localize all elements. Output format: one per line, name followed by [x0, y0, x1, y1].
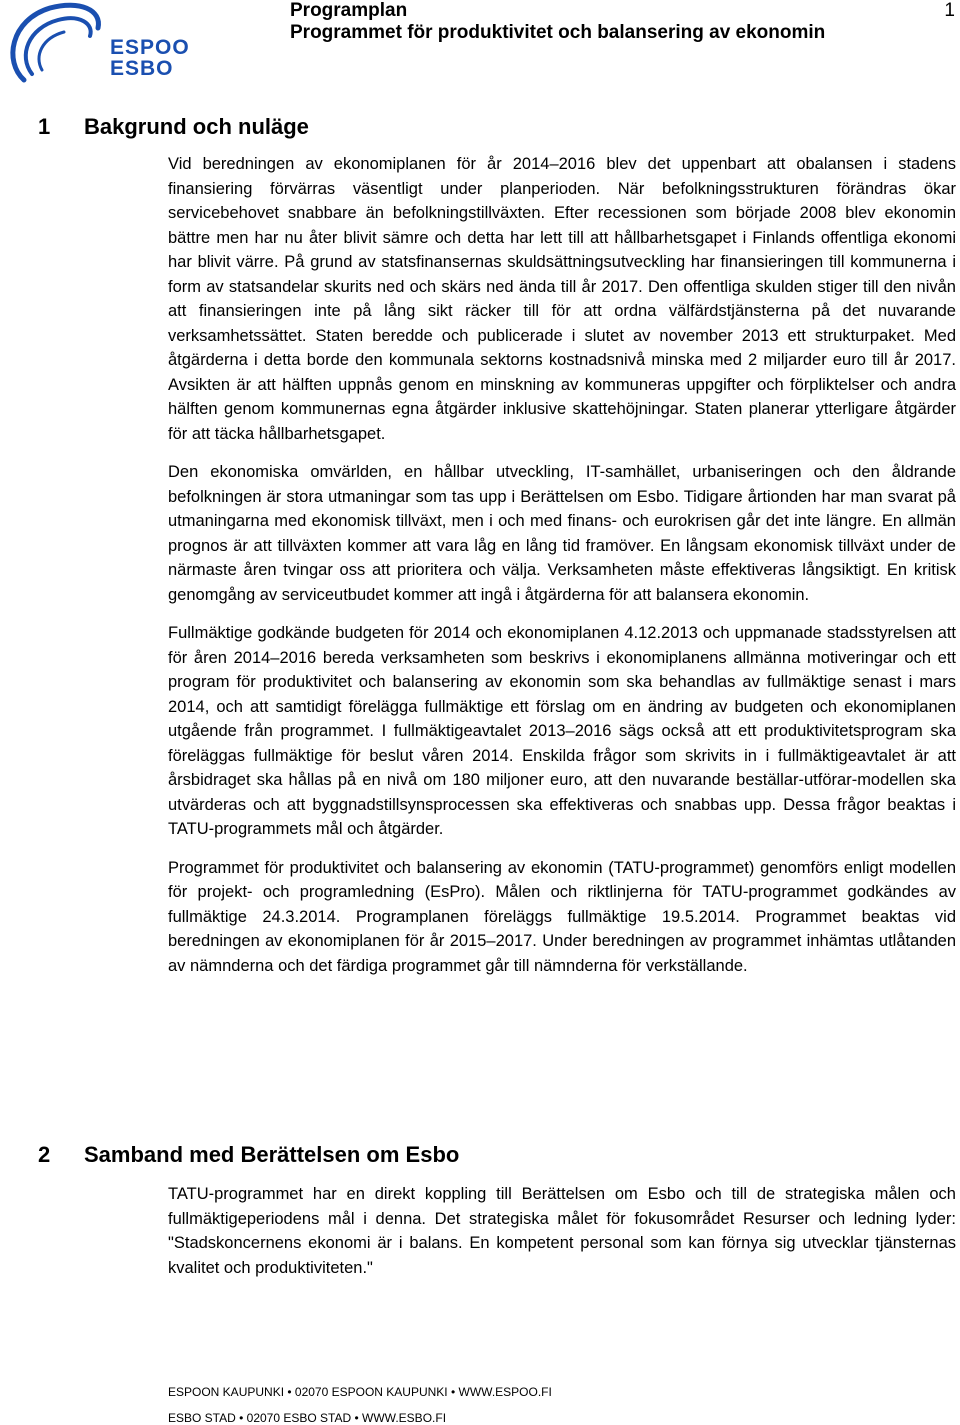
- document-subtitle: Programmet för produktivitet och balansering av ekonomin: [290, 22, 826, 43]
- espoo-esbo-logo: [2, 0, 202, 86]
- section-number: 1: [38, 114, 51, 139]
- footer-line-finnish: ESPOON KAUPUNKI • 02070 ESPOON KAUPUNKI • WWW.ESPOO.FI: [168, 1385, 552, 1399]
- section-body: [168, 1182, 956, 1294]
- paragraph: Vid beredningen av ekonomiplanen för år 2014–2016 blev det uppenbart att obalansen i stadens finansiering förvärras väsentligt under planperioden. När befolkningsstrukturen förändras ökar servicebehovet snabbare än befolkningstillväxten. Efter recessionen som började 2008 blev ekonomin bättre men har nu åter blivit sämre och detta har lett till att hållbarhetsgapet i Finlands offentliga ekonomi har blivit värre. På grund av statsfinansernas skuldsättningsutveckling har finansieringen till kommunerna i form av statsandelar skurits ned och skärs ned ända till år 2017. Den offentliga skulden stiger till den nivån att finansieringen inte på lång sikt räcker till för att ordna välfärdstjänsterna på det nuvarande verksamhetssättet. Staten beredde och publicerade i slutet av november 2013 ett strukturpaket. Med åtgärderna i detta borde den kommunala sektorns kostnadsnivå minska med 2 miljarder euro till år 2017. Avsikten är att hälften uppnås genom en minskning av kommuneras uppgifter och förpliktelser och andra hälften genom kommunernas egna åtgärder inklusive skattehöjningar. Staten planerar ytterligare åtgärder för att täcka hållbarhetsgapet.: [168, 155, 956, 443]
- paragraph: Fullmäktige godkände budgeten för 2014 och ekonomiplanen 4.12.2013 och uppmanade stadsstyrelsen att för åren 2014–2016 bereda verksamheten som beskrivs i ekonomiplanens allmänna motiveringar och ett program för produktivitet och balansering av ekonomin som ska behandlas av fullmäktige senast i mars 2014, och att samtidigt förelägga fullmäktige ett förslag om en ändring av budgeten och ekonomiplanen utgående från programmet. I fullmäktigeavtalet 2013–2016 sägs också att ett produktivitetsprogram ska föreläggas fullmäktige för beslut våren 2014. Enskilda frågor som skrivits in i fullmäktigeavtalet är att årsbidraget ska hållas på en nivå om 180 miljoner euro, att den nuvarande beställar-utförar-modellen ska utvärderas och att byggnadstillsynsprocessen ska effektiveras och snabbas upp. Dessa frågor beaktas i TATU-programmets mål och åtgärder.: [168, 624, 956, 838]
- logo-swirl-icon: [2, 0, 112, 86]
- page-number: 1: [944, 0, 955, 21]
- paragraph: TATU-programmet har en direkt koppling till Berättelsen om Esbo och till de strategiska målen och fullmäktigeperiodens mål i denna. Det strategiska målet för fokusområdet Resurser och ledning lyder: "Stadskoncernens ekonomi är i balans. En kompetent personal som kan förnya sig utvecklar tjänsternas kvalitet och produktiviteten.": [168, 1185, 956, 1277]
- logo-line-esbo: ESBO: [110, 57, 174, 80]
- section-title: Samband med Berättelsen om Esbo: [84, 1142, 460, 1167]
- section-heading: [38, 114, 309, 140]
- section-body: [168, 152, 956, 992]
- footer-line-swedish: ESBO STAD • 02070 ESBO STAD • WWW.ESBO.FI: [168, 1411, 447, 1425]
- logo-wordmark: [110, 37, 190, 79]
- section-number: 2: [38, 1142, 51, 1167]
- paragraph: Programmet för produktivitet och balansering av ekonomin (TATU-programmet) genomförs enligt modellen för projekt- och programledning (EsPro). Målen och riktlinjerna för TATU-programmet godkändes av fullmäktige 24.3.2014. Programplanen föreläggs fullmäktige 19.5.2014. Programmet beaktas vid beredningen av ekonomiplanen för år 2015–2017. Under beredningen av programmet inhämtas utlåtanden av nämnderna och det färdiga programmet går till nämnderna för verkställande.: [168, 858, 956, 975]
- document-title: Programplan: [290, 0, 408, 21]
- logo-line-espoo: ESPOO: [110, 36, 190, 59]
- paragraph: Den ekonomiska omvärlden, en hållbar utveckling, IT-samhället, urbaniseringen och den åldrande befolkningen är stora utmaningar som tas upp i Berättelsen om Esbo. Tidigare årtionden har man svarat på utmaningarna med ekonomisk tillväxt, men i och med finans- och eurokrisen går det inte längre. En allmän prognos är att tillväxten kommer att vara låg en lång tid framöver. En långsam ekonomisk tillväxt under de närmaste åren tvingar oss att prioritera och välja. Verksamheten måste effektiveras långsiktigt. En kritisk genomgång av serviceutbudet kommer att ingå i åtgärderna för att balansera ekonomin.: [168, 463, 956, 604]
- section-heading: [38, 1142, 459, 1168]
- section-title: Bakgrund och nuläge: [84, 114, 309, 139]
